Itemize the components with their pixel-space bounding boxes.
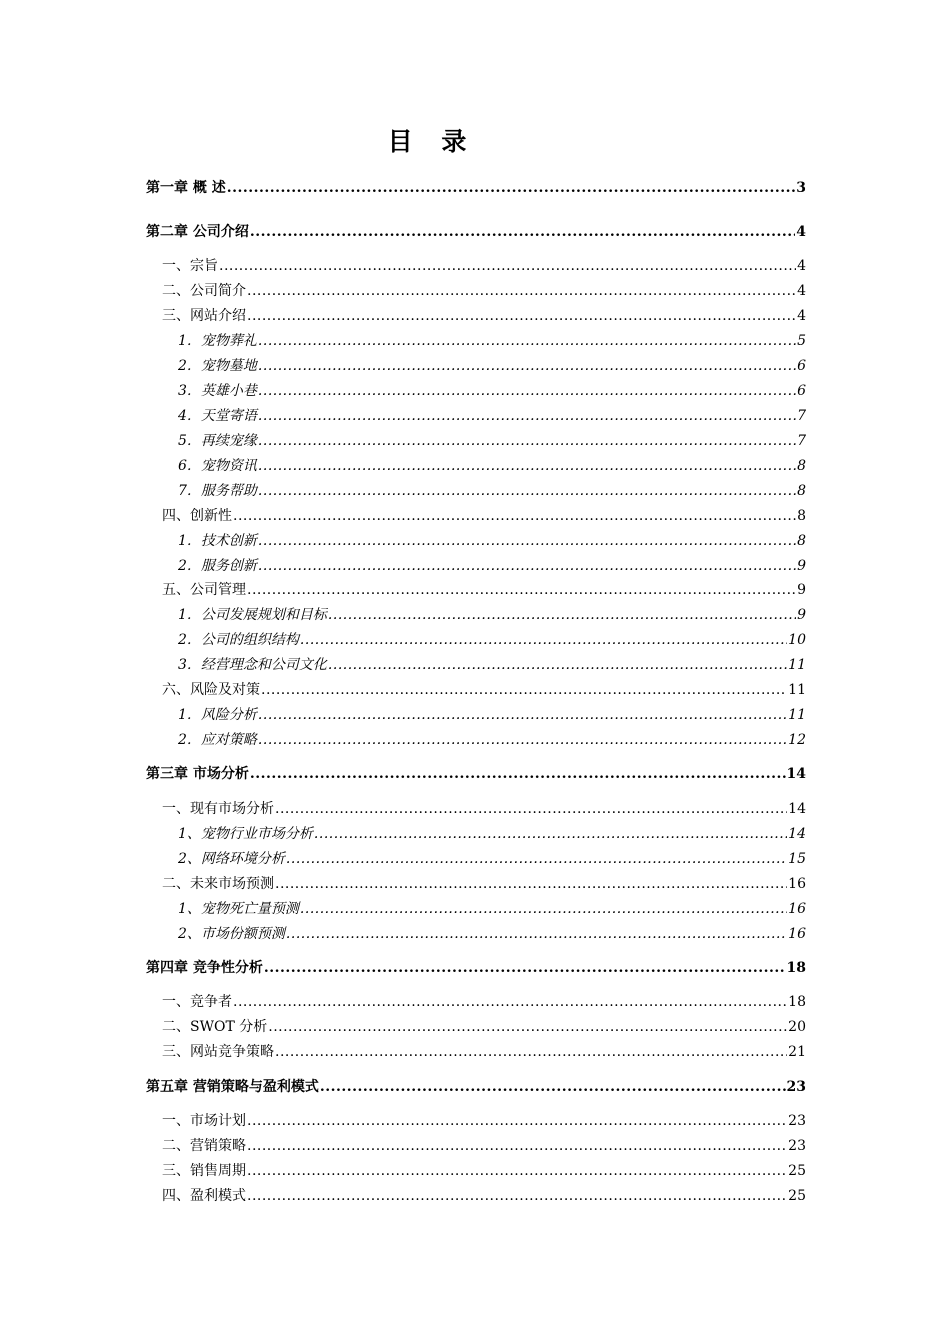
toc-page-number: 18 [788, 994, 806, 1010]
toc-subsection-entry[interactable] [178, 431, 806, 451]
toc-section-entry[interactable] [162, 580, 806, 600]
toc-subsection-entry[interactable] [178, 730, 806, 750]
dot-leader [247, 1186, 787, 1206]
dot-leader [258, 406, 796, 426]
toc-entry-label: 一、市场计划 [162, 1113, 246, 1129]
toc-section-entry[interactable] [162, 1017, 806, 1037]
toc-subsection-entry[interactable] [178, 481, 806, 501]
toc-subsection-entry[interactable] [178, 605, 806, 625]
toc-page-number: 9 [797, 607, 806, 623]
dot-leader [247, 306, 796, 326]
toc-section-entry[interactable] [162, 680, 806, 700]
toc-page-number: 8 [797, 458, 806, 474]
toc-page-number: 25 [788, 1163, 806, 1179]
toc-page-number: 25 [788, 1188, 806, 1204]
toc-subsection-entry[interactable] [178, 705, 806, 725]
dot-leader [314, 824, 787, 844]
toc-subsection-entry[interactable] [178, 531, 806, 551]
toc-section-entry[interactable] [162, 1136, 806, 1156]
dot-leader [219, 256, 796, 276]
dot-leader [268, 1017, 787, 1037]
toc-entry-label: 4．天堂寄语 [178, 408, 257, 424]
toc-page-number: 4 [796, 224, 806, 240]
toc-subsection-entry[interactable] [178, 824, 806, 844]
toc-entry-label: 一、宗旨 [162, 258, 218, 274]
toc-subsection-entry[interactable] [178, 899, 806, 919]
toc-entry-label: 第五章 营销策略与盈利模式 [146, 1079, 319, 1095]
toc-section-entry[interactable] [162, 506, 806, 526]
toc-page-number: 9 [797, 558, 806, 574]
toc-entry-label: 2．宠物墓地 [178, 358, 257, 374]
toc-section-entry[interactable] [162, 306, 806, 326]
toc-entry-label: 2、网络环境分析 [178, 851, 285, 867]
toc-section-entry[interactable] [162, 799, 806, 819]
toc-page-number: 16 [788, 926, 806, 942]
dot-leader [247, 281, 796, 301]
toc-page-number: 11 [788, 682, 806, 698]
toc-entry-label: 第三章 市场分析 [146, 766, 249, 782]
toc-subsection-entry[interactable] [178, 406, 806, 426]
toc-entry-label: 二、公司简介 [162, 283, 246, 299]
toc-entry-label: 第一章 概 述 [146, 180, 226, 196]
toc-entry-label: 2．应对策略 [178, 732, 257, 748]
toc-page-number: 9 [797, 582, 806, 598]
dot-leader [286, 924, 787, 944]
dot-leader [258, 705, 787, 725]
dot-leader [247, 1161, 787, 1181]
toc-page-number: 3 [796, 180, 806, 196]
toc-page-number: 14 [788, 826, 806, 842]
dot-leader [258, 331, 796, 351]
toc-entry-label: 五、公司管理 [162, 582, 246, 598]
dot-leader [258, 456, 796, 476]
toc-page-number: 14 [786, 766, 806, 782]
dot-leader [286, 849, 787, 869]
toc-page-number: 11 [788, 707, 806, 723]
toc-page-number: 8 [797, 483, 806, 499]
toc-page-number: 15 [788, 851, 806, 867]
toc-page-number: 16 [788, 876, 806, 892]
dot-leader [264, 958, 786, 978]
toc-entry-label: 3．英雄小巷 [178, 383, 257, 399]
dot-leader [300, 899, 787, 919]
toc-page-number: 7 [797, 408, 806, 424]
toc-page-number: 7 [797, 433, 806, 449]
toc-page-number: 16 [788, 901, 806, 917]
toc-page-number: 18 [786, 960, 806, 976]
toc-entry-label: 二、营销策略 [162, 1138, 246, 1154]
toc-page-number: 12 [788, 732, 806, 748]
toc-page-number: 10 [788, 632, 806, 648]
dot-leader [275, 799, 787, 819]
dot-leader [258, 531, 796, 551]
dot-leader [300, 630, 787, 650]
toc-page-number: 23 [788, 1138, 806, 1154]
dot-leader [258, 356, 796, 376]
toc-page-number: 4 [797, 258, 806, 274]
toc-entry-label: 2．公司的组织结构 [178, 632, 299, 648]
toc-entry-label: 1、宠物死亡量预测 [178, 901, 299, 917]
toc-subsection-entry[interactable] [178, 456, 806, 476]
toc-section-entry[interactable] [162, 874, 806, 894]
dot-leader [275, 874, 787, 894]
toc-entry-label: 6．宠物资讯 [178, 458, 257, 474]
toc-section-entry[interactable] [162, 256, 806, 276]
toc-page-number: 8 [797, 533, 806, 549]
dot-leader [275, 1042, 787, 1062]
toc-subsection-entry[interactable] [178, 556, 806, 576]
dot-leader [247, 580, 796, 600]
toc-entry-label: 7．服务帮助 [178, 483, 257, 499]
toc-chapter-entry[interactable] [146, 1077, 806, 1097]
toc-entry-label: 三、销售周期 [162, 1163, 246, 1179]
toc-page-number: 6 [797, 358, 806, 374]
dot-leader [250, 222, 795, 242]
toc-page-number: 14 [788, 801, 806, 817]
toc-page-number: 8 [797, 508, 806, 524]
toc-page-number: 23 [788, 1113, 806, 1129]
toc-section-entry[interactable] [162, 1042, 806, 1062]
dot-leader [258, 556, 796, 576]
toc-chapter-entry[interactable] [146, 222, 806, 242]
toc-subsection-entry[interactable] [178, 924, 806, 944]
toc-entry-label: 一、现有市场分析 [162, 801, 274, 817]
dot-leader [247, 1111, 787, 1131]
toc-chapter-entry[interactable] [146, 764, 806, 784]
toc-page-number: 21 [788, 1044, 806, 1060]
dot-leader [258, 481, 796, 501]
dot-leader [250, 764, 786, 784]
toc-entry-label: 1、宠物行业市场分析 [178, 826, 313, 842]
toc-entry-label: 2．服务创新 [178, 558, 257, 574]
page-title: 目 录 [387, 127, 477, 156]
dot-leader [328, 605, 796, 625]
toc-entry-label: 2、市场份额预测 [178, 926, 285, 942]
toc-page-number: 23 [786, 1079, 806, 1095]
dot-leader [258, 381, 796, 401]
toc-entry-label: 三、网站介绍 [162, 308, 246, 324]
toc-entry-label: 二、未来市场预测 [162, 876, 274, 892]
toc-chapter-entry[interactable] [146, 958, 806, 978]
dot-leader [227, 178, 796, 198]
toc-page-number: 5 [797, 333, 806, 349]
toc-entry-label: 第四章 竞争性分析 [146, 960, 263, 976]
toc-entry-label: 第二章 公司介绍 [146, 224, 249, 240]
dot-leader [233, 992, 787, 1012]
toc-entry-label: 1．公司发展规划和目标 [178, 607, 327, 623]
toc-entry-label: 5．再续宠缘 [178, 433, 257, 449]
toc-entry-label: 四、盈利模式 [162, 1188, 246, 1204]
toc-subsection-entry[interactable] [178, 630, 806, 650]
toc-section-entry[interactable] [162, 281, 806, 301]
toc-subsection-entry[interactable] [178, 655, 806, 675]
toc-page-number: 20 [788, 1019, 806, 1035]
toc-entry-label: 1．技术创新 [178, 533, 257, 549]
toc-entry-label: 三、网站竞争策略 [162, 1044, 274, 1060]
toc-page-number: 6 [797, 383, 806, 399]
toc-page-number: 4 [797, 283, 806, 299]
toc-entry-label: 六、风险及对策 [162, 682, 260, 698]
toc-entry-label: 1．宠物葬礼 [178, 333, 257, 349]
toc-subsection-entry[interactable] [178, 331, 806, 351]
toc-entry-label: 1．风险分析 [178, 707, 257, 723]
toc-page-number: 11 [788, 657, 806, 673]
dot-leader [328, 655, 787, 675]
toc-chapter-entry[interactable] [146, 178, 806, 198]
toc-entry-label: 一、竞争者 [162, 994, 232, 1010]
toc-section-entry[interactable] [162, 1186, 806, 1206]
toc-subsection-entry[interactable] [178, 381, 806, 401]
dot-leader [258, 730, 787, 750]
toc-section-entry[interactable] [162, 1111, 806, 1131]
dot-leader [247, 1136, 787, 1156]
toc-subsection-entry[interactable] [178, 849, 806, 869]
dot-leader [261, 680, 787, 700]
dot-leader [233, 506, 796, 526]
toc-entry-label: 四、创新性 [162, 508, 232, 524]
toc-section-entry[interactable] [162, 992, 806, 1012]
dot-leader [320, 1077, 786, 1097]
toc-subsection-entry[interactable] [178, 356, 806, 376]
toc-section-entry[interactable] [162, 1161, 806, 1181]
dot-leader [258, 431, 796, 451]
toc-entry-label: 3．经营理念和公司文化 [178, 657, 327, 673]
toc-entry-label: 二、SWOT 分析 [162, 1019, 268, 1035]
toc-page-number: 4 [797, 308, 806, 324]
